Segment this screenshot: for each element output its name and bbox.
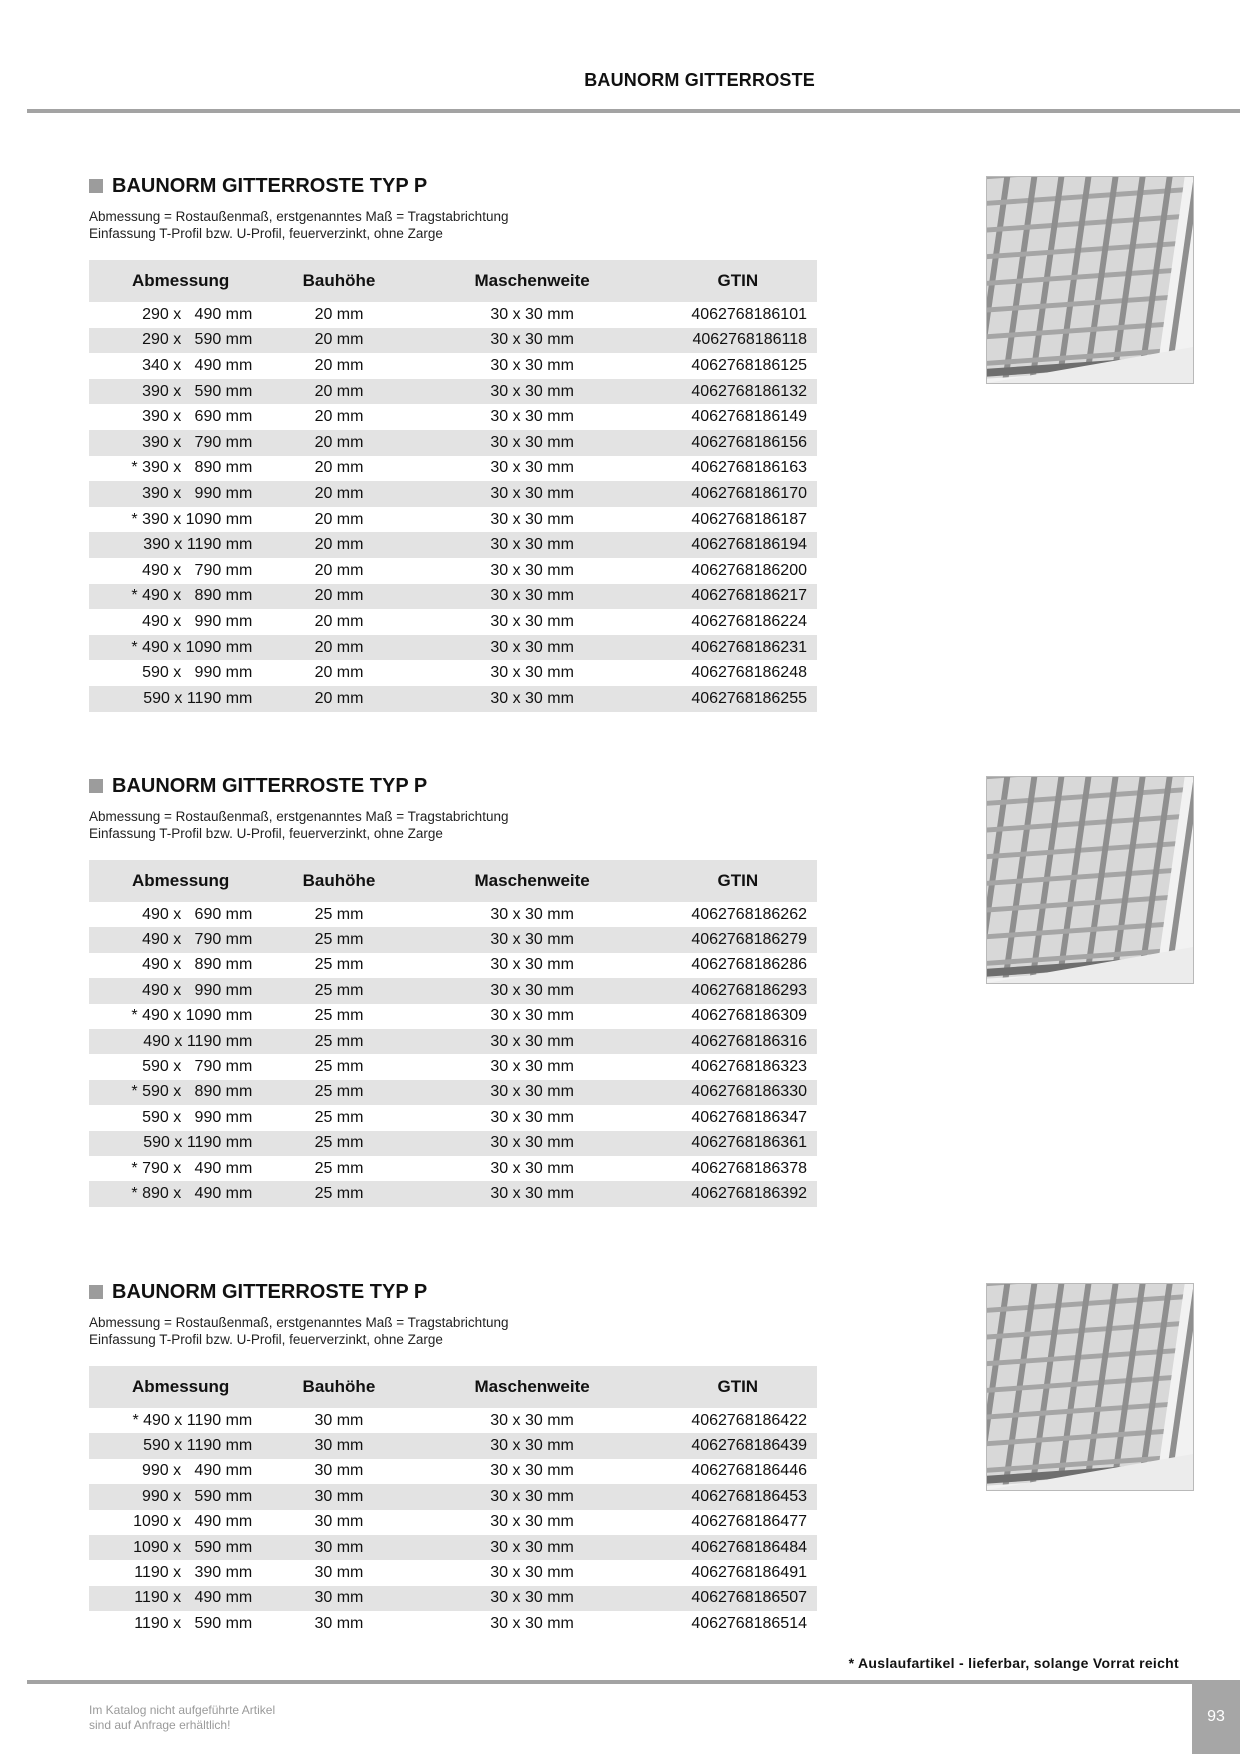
cell-abmessung: * 790 x 490 mm [131, 1159, 253, 1177]
cell-bauhoehe: 25 mm [314, 1007, 364, 1025]
footer-note [89, 1703, 275, 1733]
cell-bauhoehe: 20 mm [272, 584, 405, 610]
cell-maschenweite: 30 x 30 mm [490, 1159, 574, 1177]
table-row [89, 1560, 817, 1585]
cell-abmessung: 390 x 990 mm [89, 481, 272, 507]
col-header-bauhoehe: Bauhöhe [272, 1366, 405, 1408]
cell-maschenweite: 30 x 30 mm [490, 664, 574, 682]
cell-gtin: 4062768186453 [659, 1484, 817, 1509]
cell-abmessung: 390 x 590 mm [89, 379, 272, 405]
cell-bauhoehe: 30 mm [272, 1586, 405, 1611]
cell-bauhoehe: 20 mm [314, 459, 364, 477]
cell-gtin: 4062768186323 [691, 1058, 807, 1076]
cell-maschenweite: 30 x 30 mm [490, 305, 574, 323]
cell-bauhoehe: 30 mm [314, 1411, 364, 1429]
cell-bauhoehe: 25 mm [314, 1159, 364, 1177]
col-header-bauhoehe: Bauhöhe [272, 860, 405, 902]
cell-maschenweite: 30 x 30 mm [490, 459, 574, 477]
footer-note-line-2: sind auf Anfrage erhältlich! [89, 1718, 231, 1732]
section-1 [89, 173, 819, 712]
table-row [89, 328, 817, 354]
table-row [89, 686, 817, 712]
cell-gtin: 4062768186156 [659, 430, 817, 456]
cell-bauhoehe: 20 mm [314, 305, 364, 323]
cell-maschenweite: 30 x 30 mm [406, 927, 659, 952]
section-title-text: BAUNORM GITTERROSTE TYP P [112, 774, 428, 797]
cell-abmessung: 590 x 790 mm [142, 1058, 253, 1076]
cell-abmessung: 1190 x 490 mm [89, 1586, 272, 1611]
table-row [89, 353, 817, 379]
grating-illustration [987, 777, 1193, 983]
cell-gtin: 4062768186132 [659, 379, 817, 405]
cell-bauhoehe: 30 mm [314, 1614, 364, 1632]
col-header-maschenweite: Maschenweite [406, 260, 659, 302]
table-row [89, 1004, 817, 1029]
cell-abmessung: 590 x 1190 mm [89, 1131, 272, 1156]
cell-abmessung: 340 x 490 mm [142, 356, 253, 374]
cell-maschenweite: 30 x 30 mm [406, 328, 659, 354]
cell-gtin: 4062768186224 [691, 612, 807, 630]
page-title: BAUNORM GITTERROSTE [584, 70, 815, 90]
cell-maschenweite: 30 x 30 mm [406, 1131, 659, 1156]
page-number: 93 [1192, 1680, 1240, 1754]
section-description [89, 808, 819, 842]
cell-abmessung: * 490 x 1190 mm [132, 1411, 253, 1429]
cell-gtin: 4062768186149 [691, 408, 807, 426]
cell-maschenweite: 30 x 30 mm [406, 430, 659, 456]
cell-gtin: 4062768186279 [659, 927, 817, 952]
cell-bauhoehe: 20 mm [314, 510, 364, 528]
col-header-bauhoehe: Bauhöhe [272, 260, 405, 302]
table-row [89, 660, 817, 686]
table-row [89, 1131, 817, 1156]
square-bullet-icon [89, 1285, 103, 1299]
section-description [89, 1314, 819, 1348]
cell-abmessung: 390 x 790 mm [89, 430, 272, 456]
table-row [89, 635, 817, 661]
cell-abmessung: * 490 x 1090 mm [89, 635, 272, 661]
cell-abmessung: 490 x 990 mm [89, 978, 272, 1003]
table-row [89, 1586, 817, 1611]
table-row [89, 978, 817, 1003]
table-header-row [89, 260, 817, 302]
table-row [89, 609, 817, 635]
description-line-2: Einfassung T-Profil bzw. U-Profil, feuerverzinkt, ohne Zarge [89, 1332, 443, 1347]
cell-gtin: 4062768186200 [691, 561, 807, 579]
cell-maschenweite: 30 x 30 mm [406, 1484, 659, 1509]
cell-bauhoehe: 25 mm [314, 1108, 364, 1126]
table-row [89, 507, 817, 533]
table-row [89, 1054, 817, 1079]
cell-maschenweite: 30 x 30 mm [406, 686, 659, 712]
cell-abmessung: 590 x 1190 mm [89, 1433, 272, 1458]
cell-abmessung: * 490 x 890 mm [89, 584, 272, 610]
cell-maschenweite: 30 x 30 mm [406, 584, 659, 610]
cell-bauhoehe: 25 mm [314, 905, 364, 923]
cell-bauhoehe: 30 mm [314, 1564, 364, 1582]
cell-maschenweite: 30 x 30 mm [406, 481, 659, 507]
cell-bauhoehe: 20 mm [272, 686, 405, 712]
cell-bauhoehe: 25 mm [272, 1131, 405, 1156]
cell-gtin: 4062768186347 [691, 1108, 807, 1126]
grating-photo [986, 176, 1194, 384]
grating-illustration [987, 1284, 1193, 1490]
cell-bauhoehe: 30 mm [314, 1513, 364, 1531]
cell-abmessung: 390 x 1190 mm [89, 532, 272, 558]
cell-maschenweite: 30 x 30 mm [406, 1433, 659, 1458]
table-row [89, 902, 817, 927]
section-title [89, 773, 819, 799]
cell-gtin: 4062768186507 [659, 1586, 817, 1611]
cell-maschenweite: 30 x 30 mm [490, 1614, 574, 1632]
cell-maschenweite: 30 x 30 mm [406, 1535, 659, 1560]
section-title-text: BAUNORM GITTERROSTE TYP P [112, 1280, 428, 1303]
grating-photo [986, 1283, 1194, 1491]
table-row [89, 430, 817, 456]
table-row [89, 1156, 817, 1181]
cell-gtin: 4062768186118 [659, 328, 817, 354]
col-header-gtin: GTIN [659, 860, 817, 902]
cell-maschenweite: 30 x 30 mm [490, 1108, 574, 1126]
cell-abmessung: 490 x 690 mm [142, 905, 253, 923]
cell-maschenweite: 30 x 30 mm [490, 1462, 574, 1480]
table-row [89, 1611, 817, 1636]
cell-abmessung: 1190 x 590 mm [134, 1614, 253, 1632]
section-title [89, 1279, 819, 1305]
cell-maschenweite: 30 x 30 mm [490, 408, 574, 426]
cell-bauhoehe: 30 mm [272, 1433, 405, 1458]
cell-bauhoehe: 20 mm [272, 481, 405, 507]
section-title [89, 173, 819, 199]
description-line-1: Abmessung = Rostaußenmaß, erstgenanntes Maß = Tragstabrichtung [89, 809, 509, 824]
cell-gtin: 4062768186187 [691, 510, 807, 528]
cell-abmessung: 290 x 490 mm [142, 305, 253, 323]
cell-abmessung: 1090 x 590 mm [89, 1535, 272, 1560]
table-row [89, 456, 817, 482]
table-row [89, 953, 817, 978]
cell-abmessung: 490 x 990 mm [142, 612, 253, 630]
table-row [89, 379, 817, 405]
table-row [89, 1433, 817, 1458]
cell-maschenweite: 30 x 30 mm [490, 510, 574, 528]
description-line-2: Einfassung T-Profil bzw. U-Profil, feuerverzinkt, ohne Zarge [89, 826, 443, 841]
cell-abmessung: 1190 x 390 mm [134, 1564, 253, 1582]
product-table [89, 860, 817, 1207]
cell-bauhoehe: 20 mm [272, 379, 405, 405]
cell-abmessung: 990 x 590 mm [89, 1484, 272, 1509]
cell-maschenweite: 30 x 30 mm [406, 1586, 659, 1611]
table-row [89, 927, 817, 952]
footer-rule [27, 1680, 1197, 1684]
cell-maschenweite: 30 x 30 mm [490, 1058, 574, 1076]
cell-bauhoehe: 20 mm [314, 664, 364, 682]
col-header-gtin: GTIN [659, 260, 817, 302]
cell-gtin: 4062768186125 [691, 356, 807, 374]
cell-bauhoehe: 20 mm [272, 532, 405, 558]
cell-gtin: 4062768186491 [691, 1564, 807, 1582]
table-row [89, 302, 817, 328]
cell-maschenweite: 30 x 30 mm [490, 612, 574, 630]
product-table [89, 260, 817, 712]
cell-abmessung: 390 x 690 mm [142, 408, 253, 426]
cell-bauhoehe: 20 mm [314, 408, 364, 426]
cell-gtin: 4062768186378 [691, 1159, 807, 1177]
square-bullet-icon [89, 779, 103, 793]
cell-abmessung: 590 x 990 mm [142, 1108, 253, 1126]
cell-gtin: 4062768186392 [659, 1181, 817, 1206]
cell-gtin: 4062768186316 [659, 1029, 817, 1054]
col-header-maschenweite: Maschenweite [406, 860, 659, 902]
table-row [89, 584, 817, 610]
table-row [89, 1080, 817, 1105]
cell-gtin: 4062768186439 [659, 1433, 817, 1458]
footer-note-line-1: Im Katalog nicht aufgeführte Artikel [89, 1703, 276, 1717]
grating-photo [986, 776, 1194, 984]
cell-abmessung: * 390 x 1090 mm [131, 510, 253, 528]
cell-abmessung: 490 x 890 mm [142, 956, 253, 974]
cell-bauhoehe: 20 mm [272, 430, 405, 456]
cell-maschenweite: 30 x 30 mm [490, 1411, 574, 1429]
cell-bauhoehe: 30 mm [272, 1484, 405, 1509]
cell-bauhoehe: 20 mm [314, 612, 364, 630]
cell-bauhoehe: 20 mm [314, 561, 364, 579]
cell-bauhoehe: 25 mm [314, 1058, 364, 1076]
cell-maschenweite: 30 x 30 mm [406, 1181, 659, 1206]
table-row [89, 532, 817, 558]
table-row [89, 1510, 817, 1535]
table-row [89, 1181, 817, 1206]
cell-gtin: 4062768186309 [691, 1007, 807, 1025]
cell-gtin: 4062768186255 [659, 686, 817, 712]
square-bullet-icon [89, 179, 103, 193]
section-2 [89, 773, 819, 1207]
cell-maschenweite: 30 x 30 mm [490, 905, 574, 923]
table-row [89, 481, 817, 507]
table-header-row [89, 1366, 817, 1408]
cell-gtin: 4062768186422 [691, 1411, 807, 1429]
cell-maschenweite: 30 x 30 mm [490, 1513, 574, 1531]
section-title-text: BAUNORM GITTERROSTE TYP P [112, 174, 428, 197]
cell-maschenweite: 30 x 30 mm [490, 356, 574, 374]
cell-maschenweite: 30 x 30 mm [490, 561, 574, 579]
cell-bauhoehe: 30 mm [314, 1462, 364, 1480]
description-line-1: Abmessung = Rostaußenmaß, erstgenanntes Maß = Tragstabrichtung [89, 1315, 509, 1330]
table-row [89, 1484, 817, 1509]
cell-abmessung: 490 x 790 mm [89, 927, 272, 952]
cell-bauhoehe: 20 mm [314, 356, 364, 374]
cell-gtin: 4062768186101 [691, 305, 807, 323]
cell-maschenweite: 30 x 30 mm [406, 635, 659, 661]
cell-gtin: 4062768186231 [659, 635, 817, 661]
cell-bauhoehe: 25 mm [272, 978, 405, 1003]
col-header-abmessung: Abmessung [89, 1366, 272, 1408]
cell-gtin: 4062768186361 [659, 1131, 817, 1156]
grating-illustration [987, 177, 1193, 383]
table-row [89, 404, 817, 430]
footnote: * Auslaufartikel - lieferbar, solange Vorrat reicht [848, 1655, 1179, 1671]
cell-abmessung: * 890 x 490 mm [89, 1181, 272, 1206]
cell-abmessung: 490 x 790 mm [142, 561, 253, 579]
table-row [89, 1535, 817, 1560]
cell-maschenweite: 30 x 30 mm [406, 1080, 659, 1105]
description-line-1: Abmessung = Rostaußenmaß, erstgenanntes Maß = Tragstabrichtung [89, 209, 509, 224]
cell-maschenweite: 30 x 30 mm [406, 379, 659, 405]
cell-bauhoehe: 30 mm [272, 1535, 405, 1560]
cell-gtin: 4062768186484 [659, 1535, 817, 1560]
cell-bauhoehe: 25 mm [272, 1029, 405, 1054]
cell-gtin: 4062768186262 [691, 905, 807, 923]
product-table [89, 1366, 817, 1637]
cell-abmessung: 290 x 590 mm [89, 328, 272, 354]
cell-bauhoehe: 20 mm [272, 635, 405, 661]
cell-abmessung: * 390 x 890 mm [131, 459, 253, 477]
section-3 [89, 1279, 819, 1637]
cell-maschenweite: 30 x 30 mm [490, 1007, 574, 1025]
cell-gtin: 4062768186293 [659, 978, 817, 1003]
cell-maschenweite: 30 x 30 mm [490, 956, 574, 974]
cell-bauhoehe: 25 mm [272, 1181, 405, 1206]
cell-maschenweite: 30 x 30 mm [406, 1029, 659, 1054]
cell-abmessung: 990 x 490 mm [141, 1462, 253, 1480]
col-header-maschenweite: Maschenweite [406, 1366, 659, 1408]
section-description [89, 208, 819, 242]
cell-maschenweite: 30 x 30 mm [490, 1564, 574, 1582]
cell-abmessung: * 590 x 890 mm [89, 1080, 272, 1105]
cell-gtin: 4062768186170 [659, 481, 817, 507]
cell-gtin: 4062768186217 [659, 584, 817, 610]
header-rule [27, 109, 1240, 113]
table-row [89, 1029, 817, 1054]
cell-gtin: 4062768186477 [691, 1513, 807, 1531]
col-header-abmessung: Abmessung [89, 260, 272, 302]
description-line-2: Einfassung T-Profil bzw. U-Profil, feuerverzinkt, ohne Zarge [89, 226, 443, 241]
cell-gtin: 4062768186286 [691, 956, 807, 974]
cell-maschenweite: 30 x 30 mm [406, 532, 659, 558]
table-row [89, 558, 817, 584]
cell-abmessung: 590 x 1190 mm [89, 686, 272, 712]
cell-bauhoehe: 25 mm [272, 1080, 405, 1105]
cell-abmessung: 490 x 1190 mm [89, 1029, 272, 1054]
cell-abmessung: * 490 x 1090 mm [131, 1007, 253, 1025]
col-header-gtin: GTIN [659, 1366, 817, 1408]
cell-gtin: 4062768186446 [691, 1462, 807, 1480]
cell-bauhoehe: 25 mm [272, 927, 405, 952]
cell-gtin: 4062768186514 [691, 1614, 807, 1632]
col-header-abmessung: Abmessung [89, 860, 272, 902]
cell-gtin: 4062768186194 [659, 532, 817, 558]
table-row [89, 1408, 817, 1433]
cell-gtin: 4062768186330 [659, 1080, 817, 1105]
cell-bauhoehe: 25 mm [314, 956, 364, 974]
cell-gtin: 4062768186163 [691, 459, 807, 477]
cell-bauhoehe: 20 mm [272, 328, 405, 354]
cell-maschenweite: 30 x 30 mm [406, 978, 659, 1003]
cell-abmessung: 1090 x 490 mm [133, 1513, 253, 1531]
table-row [89, 1459, 817, 1484]
table-row [89, 1105, 817, 1130]
table-header-row [89, 860, 817, 902]
cell-gtin: 4062768186248 [691, 664, 807, 682]
cell-abmessung: 590 x 990 mm [142, 664, 253, 682]
